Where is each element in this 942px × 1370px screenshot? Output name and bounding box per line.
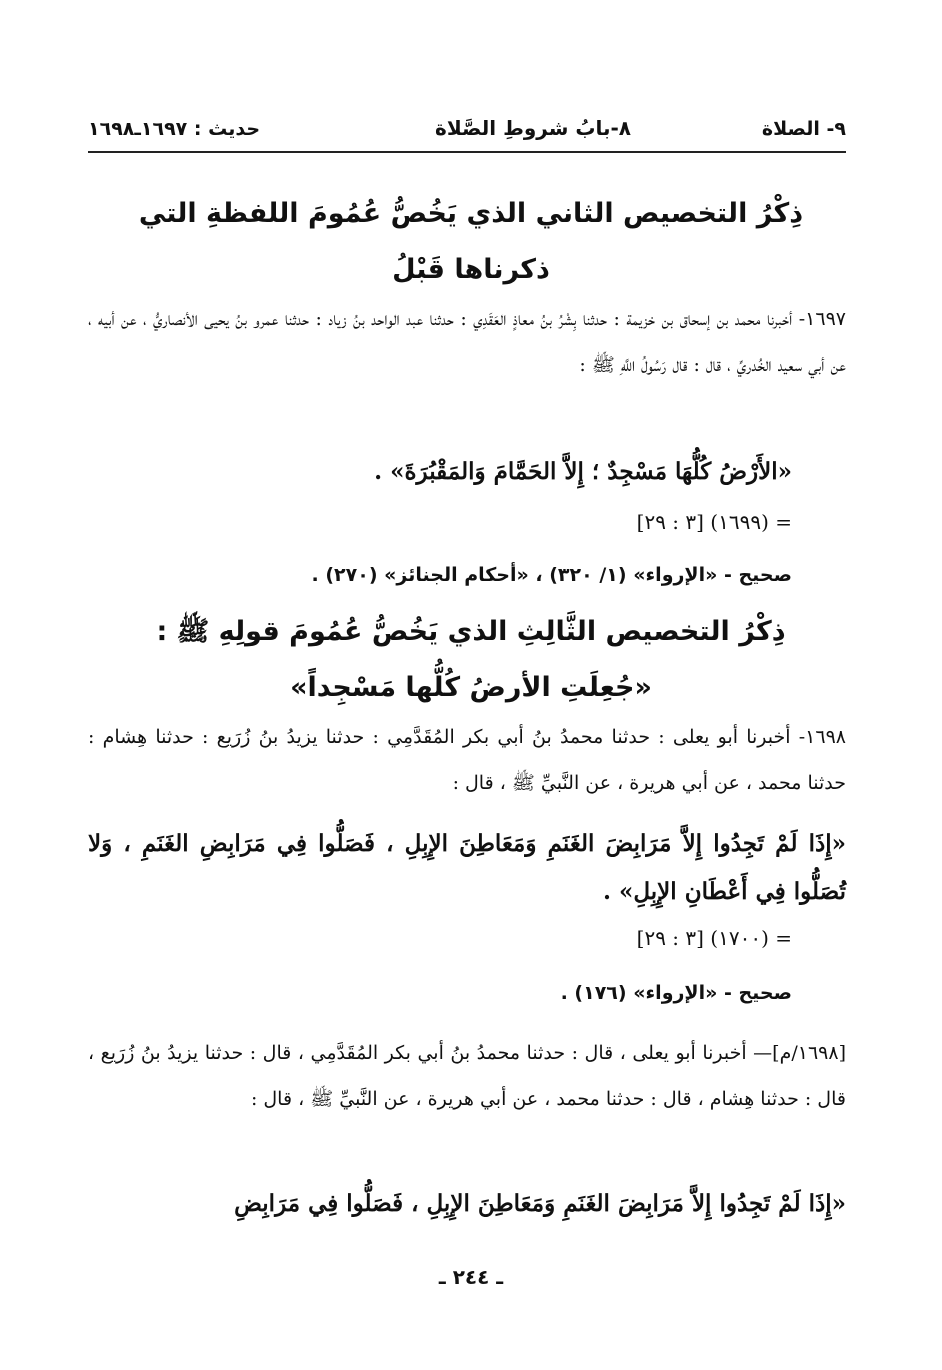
hadith-1698-reference: = (١٧٠٠) [٣ : ٢٩] bbox=[636, 926, 792, 950]
section-heading-2 bbox=[120, 604, 822, 716]
isnad-text: ١٦٩٨- أخبرنا أبو يعلى : حدثنا محمدُ بنُ أبي بكر المُقَدَّمِي : حدثنا يزيدُ بنُ زُرَيع : حدثنا هِشام : حدثنا محمد ، عن أبي هريرة ، عن النَّبيِّ ﷺ ، قال : bbox=[88, 726, 846, 794]
hadith-1698-isnad bbox=[88, 714, 846, 806]
hadith-1697-reference: = (١٦٩٩) [٣ : ٢٩] bbox=[636, 510, 792, 534]
hadith-1698m-isnad bbox=[88, 1030, 846, 1122]
heading-line: ذكرناها قَبْلُ bbox=[392, 254, 550, 285]
isnad-text: [١٦٩٨/م]— أخبرنا أبو يعلى ، قال : حدثنا محمدُ بنُ أبي بكر المُقَدَّمِي ، قال : حدثنا يزيدُ بنُ زُرَيع ، قال : حدثنا هِشام ، قال : حدثنا محمد ، عن أبي هريرة ، عن النَّبيِّ ﷺ ، قال : bbox=[88, 1042, 846, 1110]
page-number: ـ ٢٤٤ ـ bbox=[438, 1265, 504, 1289]
hadith-range: حديث : ١٦٩٧ـ١٦٩٨ bbox=[88, 118, 261, 140]
heading-line: «جُعِلَتِ الأرضُ كُلُّها مَسْجِداً» bbox=[290, 672, 652, 703]
header-rule bbox=[88, 151, 846, 153]
chapter-title: ٩- الصلاة bbox=[761, 118, 846, 140]
section-heading-1 bbox=[120, 186, 822, 298]
hadith-1697-isnad bbox=[88, 296, 846, 388]
hadith-1698m-matn: «إِذَا لَمْ تَجِدُوا إِلاَّ مَرَابِضَ الغَنَمِ وَمَعَاطِنَ الإِبِلِ ، فَصَلُّوا فِي مَرَابِضِ bbox=[234, 1190, 846, 1217]
hadith-1697-matn: «الأَرْضُ كُلُّهَا مَسْجِدٌ ؛ إِلاَّ الحَمَّامَ وَالمَقْبُرَةَ» . bbox=[374, 458, 792, 485]
hadith-1698-grading: صحيح - «الإرواء» (١٧٦) . bbox=[560, 982, 792, 1004]
section-title: ٨-بابُ شروطِ الصَّلاة bbox=[435, 116, 631, 140]
running-header bbox=[88, 112, 846, 146]
heading-line: ذِكْرُ التخصيص الثاني الذي يَخُصُّ عُمُومَ اللفظةِ التي bbox=[138, 198, 804, 229]
hadith-1698-matn: «إِذَا لَمْ تَجِدُوا إِلاَّ مَرَابِضَ الغَنَمِ وَمَعَاطِنَ الإِبِلِ ، فَصَلُّوا فِي مَرَابِضِ الغَنَمِ ، وَلا تُصَلُّوا فِي أَعْطَانِ الإِبِلِ» . bbox=[88, 830, 846, 905]
isnad-text: ١٦٩٧- أخبرنا محمد بن إسحاق بن خزيمة : حدثنا بِشْرُ بنُ معاذٍ العَقَدِي : حدثنا عبد الواحد بنُ زياد : حدثنا عمرو بنُ يحيى الأنصاريُّ ، عن أبيه ، عن أبي سعيد الخُدريِّ ، قال : قال رَسُولُ اللَّهِ ﷺ : bbox=[88, 308, 846, 376]
hadith-1697-grading: صحيح - «الإرواء» (١/ ٣٢٠) ، «أحكام الجنائز» (٢٧٠) . bbox=[311, 564, 792, 586]
heading-line: ذِكْرُ التخصيص الثَّالِثِ الذي يَخُصُّ عُمُومَ قولِهِ ﷺ : bbox=[156, 616, 786, 647]
